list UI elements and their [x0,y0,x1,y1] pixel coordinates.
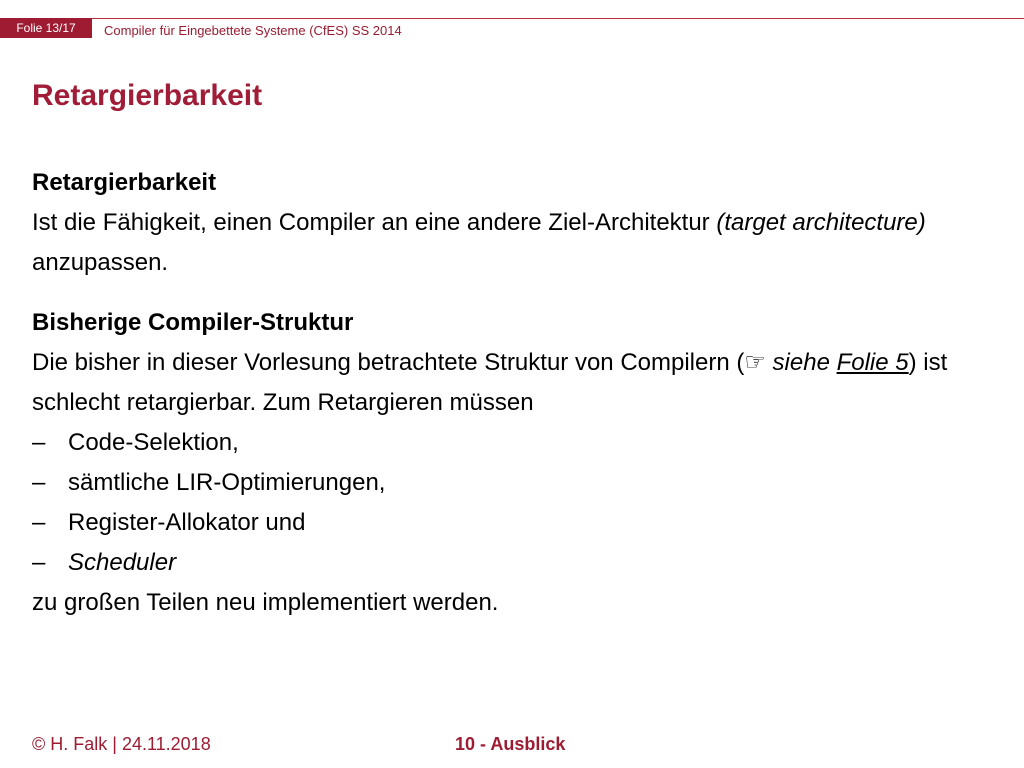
slide-title: Retargierbarkeit [32,79,263,112]
definition-text: Ist die Fähigkeit, einen Compiler an eine andere Ziel-Architektur [32,209,717,236]
structure-text: Die bisher in dieser Vorlesung betrachtete Struktur von Compilern ( [32,349,745,376]
bullet-dash: – [32,549,46,576]
list-item-text: sämtliche LIR-Optimierungen, [68,469,386,496]
definition-text-end: anzupassen. [32,249,169,276]
bullet-dash: – [32,509,46,536]
structure-text-end: ) ist schlecht retargierbar. Zum Retargieren müssen [32,349,948,416]
list-item-text: Register-Allokator und [68,509,306,536]
structure-paragraph [32,343,992,423]
list-item [32,503,992,543]
folie-5-link[interactable]: Folie 5 [836,349,909,376]
pointing-hand-icon: ☞ [744,349,766,376]
definition-english-term: (target architecture) [716,209,926,236]
bullet-dash: – [32,429,46,456]
slide-content [32,163,992,623]
header-rule [0,18,1024,19]
section-heading-retargierbarkeit: Retargierbarkeit [32,169,217,196]
list-item [32,543,992,583]
definition-paragraph [32,203,992,283]
section-heading-compiler-struktur: Bisherige Compiler-Struktur [32,309,354,336]
list-item [32,463,992,503]
siehe-text: siehe [765,349,830,376]
list-item [32,423,992,463]
bullet-dash: – [32,469,46,496]
course-title: Compiler für Eingebettete Systeme (CfES) SS 2014 [104,23,402,38]
slide-number-tab: Folie 13/17 [0,18,92,38]
list-item-text: Scheduler [68,549,177,576]
list-item-text: Code-Selektion, [68,429,239,456]
footer-chapter: 10 - Ausblick [455,734,566,754]
footer-author-date: © H. Falk | 24.11.2018 [32,734,211,754]
closing-text: zu großen Teilen neu implementiert werden. [32,589,499,616]
